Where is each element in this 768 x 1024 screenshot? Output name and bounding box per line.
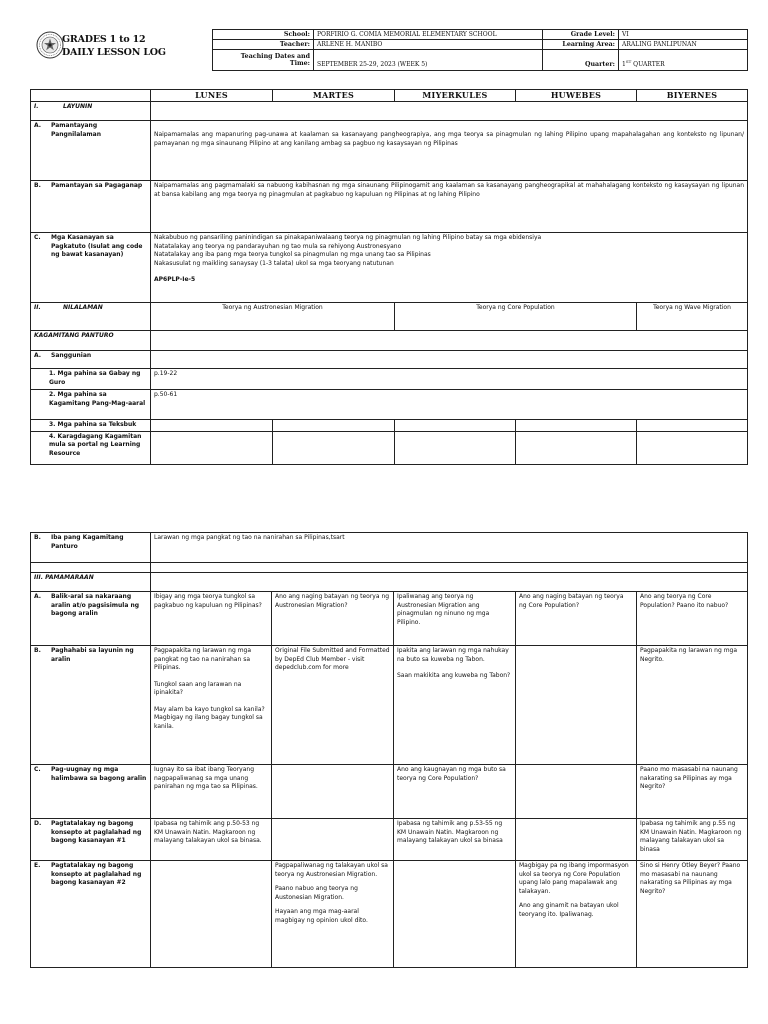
connection-biyernes: Paano mo masasabi na naunang nakarating sa Pilipinas ay mga Negrito? — [637, 765, 748, 819]
motivation-lunes-p2: Tungkol saan ang larawan na ipinakita? — [154, 680, 242, 696]
empty-cell — [31, 563, 151, 573]
review-biyernes: Ano ang teorya ng Core Population? Paano ito nabuo? — [637, 592, 748, 646]
learner-material-pages: p.50-61 — [151, 390, 748, 420]
teaching-dates-value: SEPTEMBER 25-29, 2023 (WEEK 5) — [314, 50, 543, 71]
discussion2-martes-p1: Pagpapaliwanag ng talakayan ukol sa teorya ng Austronesian Migration. — [275, 862, 388, 878]
learning-competencies — [151, 233, 748, 303]
row-label-pamantayan-sa-pagaganap — [31, 181, 151, 233]
row-label-teksbuk: 3. Mga pahina sa Teksbuk — [31, 420, 151, 432]
grade-level-value: VI — [619, 30, 748, 40]
row-label-balik-aral — [31, 592, 151, 646]
deped-seal-icon — [36, 31, 64, 59]
row-label-iba-pang-kagamitan — [31, 533, 151, 563]
row-label-text: Pag-uugnay ng mga halimbawa sa bagong aralin — [51, 766, 147, 782]
section-nilalaman — [31, 303, 151, 331]
row-letter: C. — [34, 766, 41, 773]
row-label-text: Balik-aral sa nakaraang aralin at/o pagsisimula ng bagong aralin — [51, 593, 140, 617]
other-materials-text: Larawan ng mga pangkat ng tao na nanirahan sa Pilipinas,tsart — [151, 533, 748, 563]
empty-cell — [273, 420, 395, 432]
review-miyerkules: Ipaliwanag ang teorya ng Austronesian Migration ang pinagmulan ng ninuno ng mga Pilipino. — [394, 592, 516, 646]
empty-cell — [395, 420, 516, 432]
title-line-dll: DAILY LESSON LOG — [62, 47, 166, 58]
competency-4: Nakasusulat ng maikling sanaysay (1-3 talata) ukol sa mga teoryang natutunan — [154, 259, 394, 267]
empty-cell — [273, 431, 395, 464]
quarter-number: 1 — [622, 60, 626, 68]
section-kagamitang-panturo: KAGAMITANG PANTURO — [31, 331, 151, 351]
day-header-martes: MARTES — [273, 90, 395, 102]
empty-cell — [151, 573, 748, 592]
discussion2-huwebes — [516, 861, 637, 968]
connection-huwebes — [516, 765, 637, 819]
row-label-text: Sanggunian — [51, 352, 92, 359]
content-austronesian: Teorya ng Austronesian Migration — [151, 303, 395, 331]
connection-lunes: Iugnay ito sa ibat ibang Teoryang nagpapaliwanag sa mga unang panirahan ng mga tao sa Pilipinas. — [151, 765, 272, 819]
content-core-population: Teorya ng Core Population — [395, 303, 637, 331]
discussion2-biyernes: Sino si Henry Otley Beyer? Paano mo masasabi na naunang nakarating sa Pilipinas ay mga Negrito? — [637, 861, 748, 968]
empty-cell — [637, 431, 748, 464]
review-lunes: Ibigay ang mga teorya tungkol sa pagkabuo ng kapuluan ng Pilipinas? — [151, 592, 272, 646]
learning-area-value: ARALING PANLIPUNAN — [619, 40, 748, 50]
motivation-lunes-p1: Pagpapakita ng larawan ng mga pangkat ng tao na nanirahan sa Pilipinas. — [154, 647, 252, 671]
row-label-text: Paghahabi sa layunin ng aralin — [51, 647, 134, 663]
quarter-suffix: ST — [625, 58, 632, 64]
row-label-text: Mga Kasanayan sa Pagkatuto (Isulat ang code ng bawat kasanayan) — [51, 234, 143, 258]
content-standard-text: Naipamamalas ang mapanuring pag-unawa at kaalaman sa kasanayang pangheograpiya, ang mga teorya sa pinagmulan ng lahing Pilipino upang mapahalagahan ang konteksto ng lipunan/ pamayanan ng mga sinaunang Pilipino at ang kanilang ambag sa pagbuo ng kasaysayan ng Pilipinas — [151, 121, 748, 181]
connection-miyerkules: Ano ang kaugnayan ng mga buto sa teorya ng Core Population? — [394, 765, 516, 819]
row-label-pamantayang-pangnilalaman — [31, 121, 151, 181]
motivation-lunes-p3: May alam ba kayo tungkol sa kanila? Magbigay ng ilang bagay tungkol sa kanila. — [154, 705, 265, 730]
row-label-text: Pagtatalakay ng bagong konsepto at paglalahad ng bagong kasanayan #2 — [51, 862, 142, 886]
connection-martes — [272, 765, 394, 819]
day-header-huwebes: HUWEBES — [516, 90, 637, 102]
motivation-biyernes: Pagpapakita ng larawan ng mga Negrito. — [637, 646, 748, 765]
content-wave-migration: Teorya ng Wave Migration — [637, 303, 748, 331]
quarter-label: Quarter: — [543, 50, 619, 71]
discussion2-martes-p3: Hayaan ang mga mag-aaral magbigay ng opinion ukol dito. — [275, 908, 368, 924]
section-num: I. — [34, 103, 39, 110]
grade-level-label: Grade Level: — [543, 30, 619, 40]
discussion1-biyernes: Ipabasa ng tahimik ang p.55 ng KM Unawain Natin. Magkaroon ng malayang talakayan ukol sa binasa — [637, 819, 748, 861]
empty-cell — [151, 102, 748, 121]
teaching-dates-label-line2: Time: — [289, 60, 310, 67]
empty-cell — [151, 420, 273, 432]
row-label-mga-kasanayan — [31, 233, 151, 303]
section-layunin — [31, 102, 151, 121]
empty-cell — [516, 431, 637, 464]
review-huwebes: Ano ang naging batayan ng teorya ng Core Population? — [516, 592, 637, 646]
lesson-log-table-bottom — [30, 532, 748, 968]
day-header-biyernes: BIYERNES — [637, 90, 748, 102]
review-martes: Ano ang naging batayan ng teorya ng Austronesian Migration? — [272, 592, 394, 646]
row-letter: A. — [34, 352, 42, 359]
row-letter: A. — [34, 593, 42, 600]
empty-cell — [516, 420, 637, 432]
row-label-gabay-ng-guro: 1. Mga pahina sa Gabay ng Guro — [31, 369, 151, 390]
motivation-miyerkules-p2: Saan makikita ang kuweba ng Tabon? — [397, 672, 511, 679]
row-label-learning-resource: 4. Karagdagang Kagamitan mula sa portal ng Learning Resource — [31, 431, 151, 464]
empty-cell — [151, 331, 748, 351]
header-info-grid — [212, 29, 748, 71]
row-letter: B. — [34, 647, 41, 654]
competency-3: Natatalakay ang iba pang mga teorya tungkol sa pinagmulan ng mga unang tao sa Pilipinas — [154, 251, 431, 258]
lesson-log-table-top — [30, 89, 748, 465]
row-letter: E. — [34, 862, 41, 869]
discussion2-huwebes-p1: Magbigay pa ng ibang impormasyon ukol sa teorya ng Core Population upang lalo pang mapalawak ang talakayan. — [519, 862, 629, 895]
day-header-miyerkules: MIYERKULES — [395, 90, 516, 102]
section-pamamaraan: III. PAMAMARAAN — [31, 573, 151, 592]
competency-code: AP6PLP-Ie-5 — [154, 276, 196, 283]
competency-1: Nakabubuo ng pansariling paninindigan sa pinakapaniwalaang teorya ng pinagmulan ng lahing Pilipino batay sa mga ebidensiya — [154, 234, 542, 241]
teaching-dates-label-line1: Teaching Dates and — [240, 52, 310, 60]
discussion1-miyerkules: Ipabasa ng tahimik ang p.53-55 ng KM Unawain Natin. Magkaroon ng malayang talakayan ukol sa binasa — [394, 819, 516, 861]
school-label: School: — [213, 30, 314, 40]
discussion1-lunes: Ipabasa ng tahimik ang p.50-53 ng KM Unawain Natin. Magkaroon ng malayang talakayan ukol sa binasa. — [151, 819, 272, 861]
row-letter: B. — [34, 534, 41, 541]
empty-cell — [151, 431, 273, 464]
teacher-guide-pages: p.19-22 — [151, 369, 748, 390]
row-label-text: Pamantayang Pangnilalaman — [51, 122, 101, 138]
discussion2-martes — [272, 861, 394, 968]
teacher-label: Teacher: — [213, 40, 314, 50]
school-value: PORFIRIO G. COMIA MEMORIAL ELEMENTARY SCHOOL — [314, 30, 543, 40]
row-label-text: Pagtatalakay ng bagong konsepto at paglalahad ng bagong kasanayan #1 — [51, 820, 142, 844]
row-letter: A. — [34, 122, 42, 129]
teacher-value: ARLENE H. MANIBO — [314, 40, 543, 50]
empty-cell — [151, 351, 748, 369]
discussion2-lunes — [151, 861, 272, 968]
row-label-paghahabi — [31, 646, 151, 765]
quarter-word: QUARTER — [631, 60, 665, 68]
motivation-huwebes — [516, 646, 637, 765]
learning-area-label: Learning Area: — [543, 40, 619, 50]
motivation-lunes — [151, 646, 272, 765]
row-letter: D. — [34, 820, 42, 827]
motivation-miyerkules — [394, 646, 516, 765]
quarter-value — [619, 50, 748, 71]
empty-cell — [151, 563, 748, 573]
section-num: II. — [34, 304, 41, 311]
discussion2-huwebes-p2: Ano ang ginamit na batayan ukol teoryang ito. Ipaliwanag. — [519, 902, 619, 918]
row-label-text: Iba pang Kagamitang Panturo — [51, 534, 124, 550]
section-title: NILALAMAN — [63, 304, 103, 311]
discussion2-martes-p2: Paano nabuo ang teorya ng Austonesian Migration. — [275, 885, 358, 901]
day-header-lunes: LUNES — [151, 90, 273, 102]
row-label-pagtatalakay-2 — [31, 861, 151, 968]
discussion1-martes — [272, 819, 394, 861]
performance-standard-text: Naipamamalas ang pagmamalaki sa nabuong kabihasnan ng mga sinaunang Pilipinogamit ang kaalaman sa kasanayang pangheograpikal at mahahalagang konteksto ng kasaysayan ng lipunan at bansa kabilang ang mga teorya ng pinagmulan at pagkabuo ng kapuluan ng Pilipinas at ng lahing Pilipino — [151, 181, 748, 233]
teaching-dates-label — [213, 50, 314, 71]
section-title: LAYUNIN — [63, 103, 93, 110]
title-line-grades: GRADES 1 to 12 — [62, 34, 146, 45]
competency-2: Natatalakay ang teorya ng pandarayuhan ng tao mula sa rehiyong Austronesyano — [154, 242, 402, 250]
row-label-pag-uugnay — [31, 765, 151, 819]
motivation-martes: Original File Submitted and Formatted by DepEd Club Member - visit depedclub.com for more — [272, 646, 394, 765]
log-title — [62, 33, 166, 59]
day-header-blank — [31, 90, 151, 102]
discussion2-miyerkules — [394, 861, 516, 968]
row-label-kagamitang-pang-mag-aaral: 2. Mga pahina sa Kagamitang Pang-Mag-aaral — [31, 390, 151, 420]
row-label-pagtatalakay-1 — [31, 819, 151, 861]
empty-cell — [395, 431, 516, 464]
discussion1-huwebes — [516, 819, 637, 861]
row-letter: C. — [34, 234, 41, 241]
row-label-text: Pamantayan sa Pagaganap — [51, 182, 143, 189]
row-letter: B. — [34, 182, 41, 189]
row-label-sanggunian — [31, 351, 151, 369]
motivation-miyerkules-p1: Ipakita ang larawan ng mga nahukay na buto sa kuweba ng Tabon. — [397, 647, 509, 663]
empty-cell — [637, 420, 748, 432]
